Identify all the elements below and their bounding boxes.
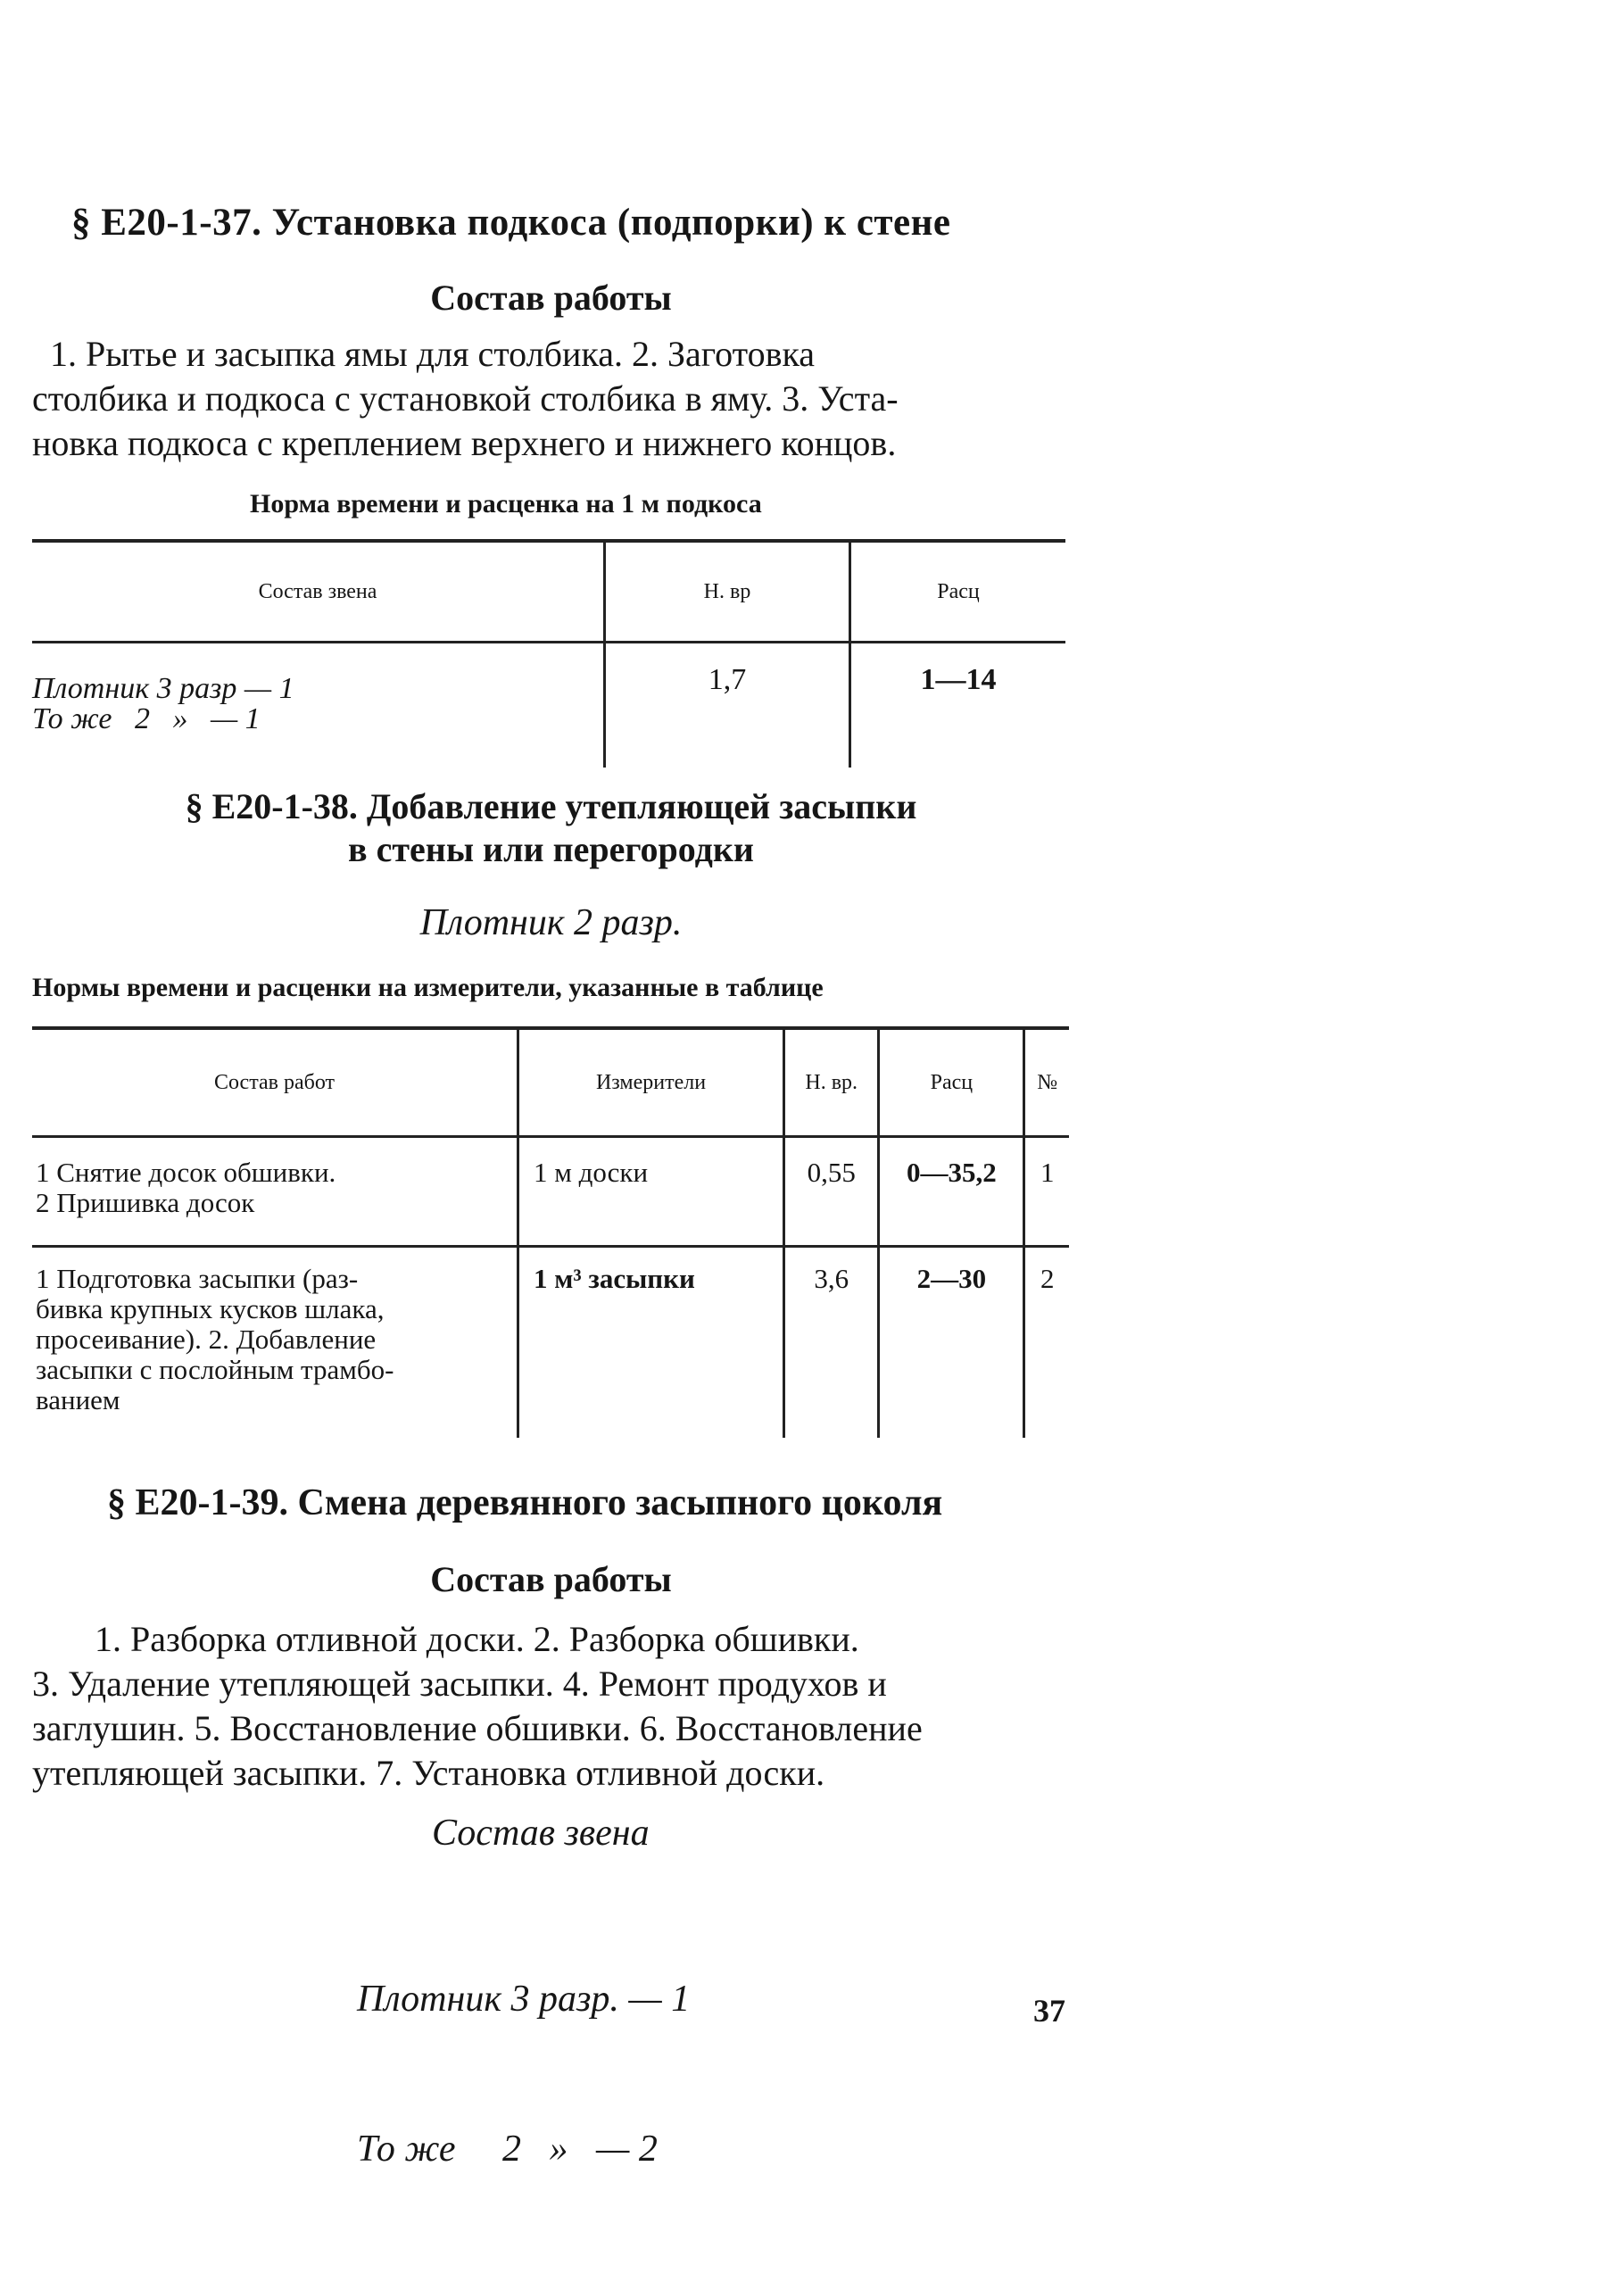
section-37-body [32,332,1067,466]
column-header: Измерители [518,1028,783,1137]
table-row [32,643,1065,768]
number-cell: 2 [1040,1263,1055,1294]
work-line: засыпки с послойным трамбо- [36,1354,394,1385]
crew-line: Плотник 3 разр — 1 [32,672,294,705]
work-line: просеивание). 2. Добавление [36,1324,377,1355]
column-header: Н. вр [605,543,850,643]
section-37-title: § E20-1-37. Установка подкоса (подпорки) к стене [71,202,951,244]
section-39-subtitle: Состав работы [430,1559,672,1599]
crew-line: То же 2 » — 1 [32,702,261,735]
column-header: Расц [937,579,980,603]
crew-cell [32,643,605,768]
page-number: 37 [1033,1993,1065,2029]
number-cell: 1 [1040,1157,1055,1188]
work-line: 2 Пришивка досок [36,1187,255,1218]
time-cell: 1,7 [605,643,850,768]
section-37-subtitle: Состав работы [430,278,672,318]
table-norm-37 [32,539,1065,768]
time-cell: 0,55 [784,1137,879,1247]
work-line: 1 Подготовка засыпки (раз- [36,1263,359,1294]
rate-cell: 2—30 [879,1247,1024,1439]
rate-cell: 0—35,2 [879,1137,1024,1247]
text-line: 3. Удаление утепляющей засыпки. 4. Ремонт продухов и [32,1664,887,1704]
text-line: новка подкоса с креплением верхнего и нижнего концов. [32,423,897,463]
column-header: № [1037,1070,1058,1094]
crew-line: Плотник 3 разр. — 1 [357,1979,691,2020]
work-cell [32,1137,518,1247]
unit-cell: 1 м³ засыпки [518,1247,783,1439]
text-line: утепляющей засыпки. 7. Установка отливной доски. [32,1753,825,1793]
time-cell: 3,6 [784,1247,879,1439]
column-header: Состав работ [32,1028,518,1137]
title-line: в стены или перегородки [348,829,754,869]
section-38-title [0,785,1102,871]
text-line: заглушин. 5. Восстановление обшивки. 6. Восстановление [32,1708,923,1748]
text-line: 1. Рытье и засыпка ямы для столбика. 2. Заготовка [50,334,816,374]
work-line: 1 Снятие досок обшивки. [36,1157,336,1188]
crew-heading: Состав звена [432,1813,650,1854]
work-line: бивка крупных кусков шлака, [36,1293,385,1324]
table-2-caption: Нормы времени и расценки на измерители, указанные в таблице [32,973,824,1002]
crew-list [357,1874,690,2274]
rate-cell: 1—14 [920,663,997,696]
table-row [32,1137,1069,1247]
work-line: ванием [36,1384,120,1415]
work-cell [32,1247,518,1439]
text-line: 1. Разборка отливной доски. 2. Разборка обшивки. [95,1619,859,1659]
text-line: столбика и подкоса с установкой столбика в яму. 3. Уста- [32,378,899,419]
column-header: Расц [879,1028,1024,1137]
table-norms-38 [32,1026,1069,1438]
unit-cell: 1 м доски [518,1137,783,1247]
table-row [32,1247,1069,1439]
crew-line: То же 2 » — 2 [357,2129,658,2170]
table-1-caption: Норма времени и расценка на 1 м подкоса [250,489,762,519]
section-39-body [32,1617,1067,1796]
worker-label: Плотник 2 разр. [419,902,683,943]
section-39-title: § E20-1-39. Смена деревянного засыпного цоколя [107,1482,943,1523]
title-line: § E20-1-38. Добавление утепляющей засыпки [185,786,917,826]
column-header: Состав звена [32,543,605,643]
column-header: Н. вр. [784,1028,879,1137]
